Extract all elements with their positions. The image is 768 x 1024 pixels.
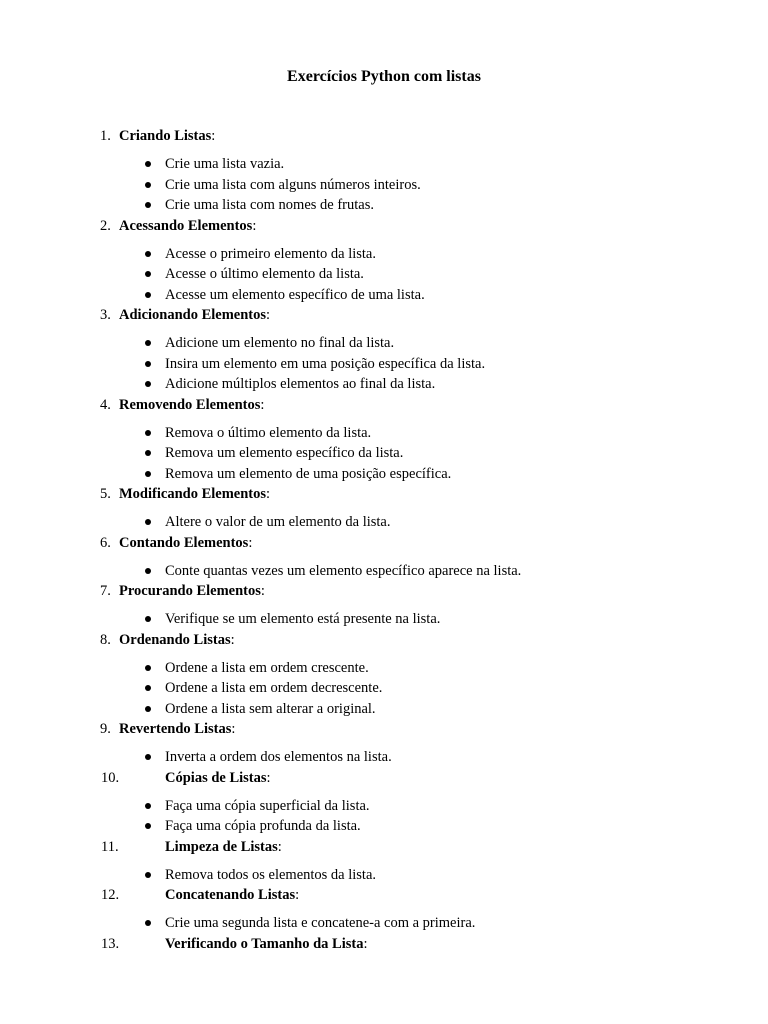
list-item-text: Ordene a lista sem alterar a original. — [165, 700, 376, 717]
bullet-icon — [145, 616, 151, 622]
bullet-list — [0, 857, 768, 886]
exercise-heading-colon: : — [266, 486, 271, 502]
list-item — [0, 244, 768, 265]
list-item — [0, 561, 768, 582]
bullet-icon — [145, 430, 151, 436]
exercise-heading-label: Cópias de Listas — [165, 769, 267, 786]
list-item-text: Remova o último elemento da lista. — [165, 424, 372, 441]
list-item — [0, 285, 768, 306]
list-item-text: Crie uma lista vazia. — [165, 156, 285, 172]
exercise-section — [0, 885, 768, 934]
list-item — [0, 658, 768, 679]
list-item-text: Verifique se um elemento está presente na lista. — [165, 611, 441, 627]
list-item-text: Insira um elemento em uma posição específica da lista. — [165, 355, 486, 372]
list-item — [0, 796, 768, 817]
list-item-text: Remova um elemento específico da lista. — [165, 445, 404, 461]
list-item — [0, 913, 768, 934]
exercise-heading-label: Ordenando Listas — [119, 631, 231, 648]
exercise-heading-text — [165, 837, 282, 857]
exercise-section — [0, 581, 768, 630]
list-item — [0, 374, 768, 395]
exercise-heading-colon: : — [230, 631, 235, 648]
exercise-heading-text — [119, 630, 235, 650]
bullet-icon — [145, 754, 151, 760]
list-item-text: Conte quantas vezes um elemento específico aparece na lista. — [165, 562, 522, 579]
exercise-number: 11. — [101, 838, 119, 855]
exercise-heading — [0, 719, 768, 739]
exercise-heading-label: Limpeza de Listas — [165, 838, 278, 855]
exercise-number: 10. — [101, 769, 120, 786]
bullet-icon — [145, 271, 151, 277]
exercise-section — [0, 305, 768, 395]
bullet-icon — [145, 361, 151, 367]
exercise-number: 12. — [101, 887, 120, 903]
bullet-list — [0, 650, 768, 720]
exercise-section — [0, 630, 768, 720]
exercise-number: 8. — [100, 631, 111, 648]
bullet-list — [0, 905, 768, 934]
bullet-list — [0, 601, 768, 630]
exercise-heading — [0, 533, 768, 553]
bullet-icon — [145, 823, 151, 829]
exercise-heading — [0, 305, 768, 325]
list-item-text: Acesse um elemento específico de uma lista. — [165, 286, 425, 303]
exercise-heading-label: Modificando Elementos — [119, 486, 267, 502]
exercise-heading-colon: : — [252, 217, 257, 234]
bullet-list — [0, 739, 768, 768]
list-item-text: Adicione múltiplos elementos ao final da lista. — [165, 376, 436, 392]
bullet-icon — [145, 471, 151, 477]
bullet-icon — [145, 706, 151, 712]
list-item-text: Ordene a lista em ordem decrescente. — [165, 680, 383, 696]
list-item — [0, 333, 768, 354]
exercise-number: 7. — [100, 583, 111, 599]
list-item-text: Altere o valor de um elemento da lista. — [165, 514, 391, 530]
exercise-heading-text — [165, 934, 368, 954]
exercise-heading-colon: : — [260, 396, 265, 413]
exercise-heading-colon: : — [295, 887, 300, 903]
exercise-section — [0, 837, 768, 886]
list-item-text: Remova todos os elementos da lista. — [165, 866, 377, 883]
exercise-heading-label: Removendo Elementos — [119, 396, 261, 413]
exercise-heading-label: Procurando Elementos — [119, 583, 261, 599]
exercise-number: 3. — [100, 307, 111, 323]
exercise-number: 6. — [100, 534, 111, 551]
list-item — [0, 264, 768, 285]
exercise-number: 5. — [100, 486, 111, 502]
list-item — [0, 699, 768, 720]
exercise-heading-text — [165, 885, 299, 905]
exercise-number: 4. — [100, 396, 111, 413]
list-item-text: Remova um elemento de uma posição específica. — [165, 465, 452, 482]
list-item-text: Faça uma cópia superficial da lista. — [165, 797, 370, 814]
exercise-section — [0, 216, 768, 306]
bullet-list — [0, 325, 768, 395]
list-item — [0, 865, 768, 886]
bullet-icon — [145, 450, 151, 456]
exercise-heading-colon: : — [248, 534, 253, 551]
bullet-icon — [145, 292, 151, 298]
bullet-icon — [145, 340, 151, 346]
document-title: Exercícios Python com listas — [287, 68, 481, 85]
list-item — [0, 443, 768, 464]
list-item — [0, 423, 768, 444]
bullet-icon — [145, 568, 151, 574]
bullet-icon — [145, 251, 151, 257]
list-item — [0, 512, 768, 533]
exercise-heading — [0, 934, 768, 954]
bullet-list — [0, 415, 768, 485]
exercise-heading — [0, 216, 768, 236]
bullet-icon — [145, 665, 151, 671]
exercise-heading-colon: : — [363, 935, 368, 952]
exercise-section — [0, 768, 768, 837]
bullet-list — [0, 504, 768, 533]
exercise-heading-colon: : — [260, 583, 265, 599]
list-item-text: Acesse o primeiro elemento da lista. — [165, 245, 376, 262]
bullet-icon — [145, 202, 151, 208]
bullet-list — [0, 553, 768, 582]
exercise-section — [0, 395, 768, 485]
exercise-heading-text — [119, 216, 256, 236]
list-item-text: Ordene a lista em ordem crescente. — [165, 659, 369, 676]
exercise-heading-colon: : — [266, 307, 271, 323]
list-item-text: Faça uma cópia profunda da lista. — [165, 818, 361, 834]
bullet-icon — [145, 920, 151, 926]
list-item — [0, 175, 768, 196]
exercise-heading-colon: : — [211, 128, 216, 144]
exercise-heading-text — [119, 719, 235, 739]
bullet-icon — [145, 381, 151, 387]
exercise-heading — [0, 395, 768, 415]
exercise-section — [0, 484, 768, 533]
list-item — [0, 609, 768, 630]
list-item — [0, 816, 768, 837]
list-item-text: Acesse o último elemento da lista. — [165, 266, 364, 282]
exercise-heading-label: Concatenando Listas — [165, 887, 296, 903]
bullet-list — [0, 146, 768, 216]
list-item-text: Crie uma lista com alguns números inteiros. — [165, 176, 421, 193]
bullet-icon — [145, 685, 151, 691]
exercise-section — [0, 934, 768, 954]
exercise-heading-text — [119, 581, 265, 601]
list-item — [0, 464, 768, 485]
exercise-number: 9. — [100, 721, 111, 737]
exercise-heading — [0, 768, 768, 788]
bullet-icon — [145, 161, 151, 167]
list-item — [0, 747, 768, 768]
exercise-heading-text — [119, 395, 264, 415]
bullet-icon — [145, 872, 151, 878]
exercise-heading — [0, 484, 768, 504]
exercise-heading — [0, 126, 768, 146]
exercise-heading-text — [119, 533, 252, 553]
exercise-heading-text — [165, 768, 271, 788]
exercise-heading-text — [119, 305, 270, 325]
exercise-heading-label: Criando Listas — [119, 128, 212, 144]
exercise-heading-colon: : — [231, 721, 236, 737]
bullet-list — [0, 788, 768, 837]
list-item-text: Inverta a ordem dos elementos na lista. — [165, 749, 392, 765]
exercise-heading-colon: : — [277, 838, 282, 855]
exercise-heading — [0, 885, 768, 905]
exercise-heading-text — [119, 126, 215, 146]
exercise-heading — [0, 581, 768, 601]
list-item — [0, 195, 768, 216]
exercise-heading-text — [119, 484, 270, 504]
bullet-icon — [145, 519, 151, 525]
exercise-number: 1. — [100, 128, 111, 144]
exercise-heading-label: Contando Elementos — [119, 534, 249, 551]
exercise-section — [0, 533, 768, 582]
list-item-text: Crie uma segunda lista e concatene-a com a primeira. — [165, 915, 476, 931]
exercise-heading-label: Adicionando Elementos — [119, 307, 267, 323]
exercise-heading-label: Revertendo Listas — [119, 721, 232, 737]
exercise-heading-colon: : — [266, 769, 271, 786]
exercise-heading — [0, 630, 768, 650]
list-item — [0, 354, 768, 375]
list-item-text: Crie uma lista com nomes de frutas. — [165, 197, 374, 213]
bullet-icon — [145, 182, 151, 188]
list-item — [0, 154, 768, 175]
exercise-section — [0, 719, 768, 768]
exercise-list — [0, 126, 768, 954]
exercise-heading — [0, 837, 768, 857]
list-item-text: Adicione um elemento no final da lista. — [165, 335, 395, 351]
exercise-heading-label: Acessando Elementos — [119, 217, 253, 234]
exercise-section — [0, 126, 768, 216]
exercise-number: 2. — [100, 217, 111, 234]
list-item — [0, 678, 768, 699]
exercise-number: 13. — [101, 935, 120, 952]
bullet-icon — [145, 803, 151, 809]
bullet-list — [0, 236, 768, 306]
exercise-heading-label: Verificando o Tamanho da Lista — [165, 935, 364, 952]
